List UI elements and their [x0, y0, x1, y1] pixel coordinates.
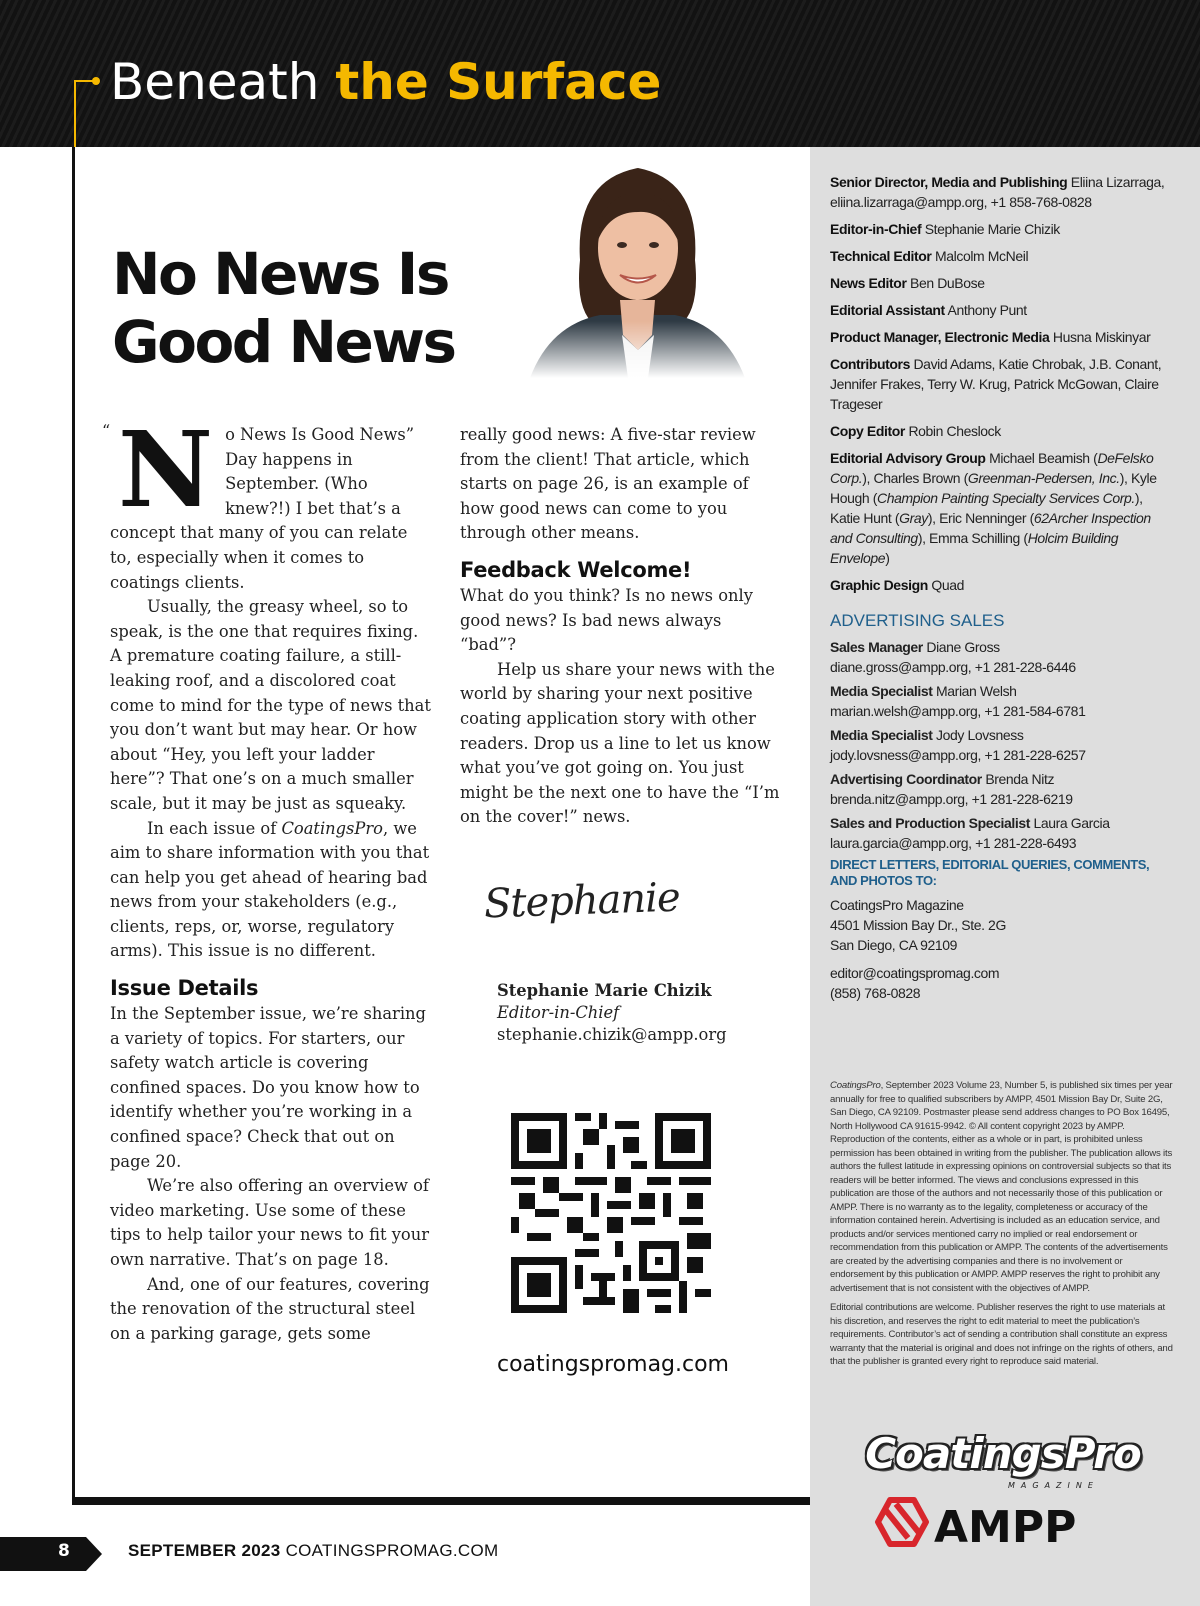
section-title [110, 52, 661, 112]
staff-entry: Senior Director, Media and Publishing Eliina Lizarraga, eliina.lizarraga@ampp.org, +1 858-768-0828 [830, 174, 1165, 210]
article-title: No News Is Good News [112, 240, 455, 376]
magazine-name-italic: CoatingsPro [281, 818, 383, 838]
paragraph-7: really good news: A five-star review from the client! That article, which starts on page 26, is an example of how good news can come to you through other means. [460, 425, 756, 543]
editor-phone: (858) 768-0828 [830, 985, 921, 1001]
editor-email[interactable]: editor@coatingspromag.com [830, 965, 1000, 981]
paragraph-6: And, one of our features, covering the renovation of the structural steel on a parking garage, gets some [110, 1274, 430, 1343]
contact-info [830, 963, 1175, 1003]
legal-paragraph-2: Editorial contributions are welcome. Publisher reserves the right to use materials at his discretion, and reserves the right to edit material to meet the publication’s requirements. Contributor’s act of sending a contribution shall constitute an express warranty that the material is original and does not infringe on the rights of others, and that the publisher is granted every right to reproduce said material. [830, 1302, 1173, 1367]
staff-entry: Copy Editor Robin Cheslock [830, 423, 1001, 439]
coatingspro-logo: CoatingsPro [865, 1429, 1141, 1478]
ad-staff-entry: Media Specialist Jody Lovsness jody.lovsness@ampp.org, +1 281-228-6257 [830, 727, 1086, 763]
author-portrait [530, 150, 745, 378]
section-title-light: Beneath [110, 53, 336, 111]
author-title: Editor-in-Chief [497, 1003, 620, 1022]
author-name: Stephanie Marie Chizik [497, 981, 712, 1000]
opening-paragraph [102, 408, 432, 595]
paragraph-1: o News Is Good News” Day happens in September. (Who knew?!) I bet that’s a concept that many of you can relate to, especially when it comes to coatings clients. [110, 425, 415, 592]
coatingspro-logo-magazine: MAGAZINE [1008, 1481, 1099, 1490]
mailing-address: CoatingsPro Magazine 4501 Mission Bay Dr., Ste. 2G San Diego, CA 92109 [830, 897, 1006, 953]
staff-entry: Contributors David Adams, Katie Chrobak, J.B. Conant, Jennifer Frakes, Terry W. Krug, Patrick McGowan, Claire Trageser [830, 356, 1162, 412]
paragraph-9: Help us share your news with the world by sharing your next positive coating application story with other readers. Drop us a line to let us know what you’ve got going on. You just might be the next one to have the “I’m on the cover!” news. [460, 659, 780, 827]
frame-rule-vertical [72, 147, 75, 1505]
author-block [497, 980, 727, 1046]
legal-notice [830, 1079, 1175, 1375]
staff-entry: Editorial Assistant Anthony Punt [830, 302, 1027, 318]
page-number: 8 [58, 1541, 70, 1561]
ad-staff-entry: Sales Manager Diane Gross diane.gross@ampp.org, +1 281-228-6446 [830, 639, 1076, 675]
ad-staff-entry: Advertising Coordinator Brenda Nitz brenda.nitz@ampp.org, +1 281-228-6219 [830, 771, 1073, 807]
subhead-feedback: Feedback Welcome! [460, 557, 692, 582]
page-number-badge [0, 1537, 102, 1571]
header-accent-vertical [74, 80, 76, 147]
staff-entry: Graphic Design Quad [830, 577, 965, 593]
staff-entry: News Editor Ben DuBose [830, 275, 985, 291]
qr-code[interactable] [511, 1113, 711, 1313]
paragraph-4: In the September issue, we’re sharing a variety of topics. For starters, our safety watch article is covering confined spaces. Do you know how to identify whether you’re working in a confined space? Check that out on page 20. [110, 1004, 426, 1171]
footer-site: COATINGSPROMAG.COM [280, 1541, 499, 1560]
handwritten-signature: Stephanie [483, 874, 681, 928]
subhead-issue-details: Issue Details [110, 976, 259, 1001]
paragraph-5: We’re also offering an overview of video marketing. Use some of these tips to help tailor your news to fit your own narrative. That’s on page 18. [110, 1176, 429, 1269]
masthead-sidebar [810, 147, 1200, 1606]
article-column-left [102, 408, 432, 1346]
direct-letters-heading: DIRECT LETTERS, EDITORIAL QUERIES, COMMENTS, AND PHOTOS TO: [830, 857, 1150, 888]
ampp-logo [860, 1492, 1130, 1562]
masthead-staff-list [830, 172, 1175, 1003]
header-accent-dot [92, 77, 100, 85]
staff-entry: Product Manager, Electronic Media Husna Miskinyar [830, 329, 1151, 345]
paragraph-2: Usually, the greasy wheel, so to speak, is the one that requires fixing. A premature coating failure, a still-leaking roof, and a discolored coat come to mind for the type of news that you don’t want but may hear. Or how about “Hey, you left your ladder here”? That one’s on a much smaller scale, but it may be just as squeaky. [110, 597, 431, 813]
qr-caption-url[interactable]: coatingspromag.com [497, 1352, 729, 1377]
frame-rule-horizontal [72, 1497, 810, 1505]
staff-entry: Technical Editor Malcolm McNeil [830, 248, 1029, 264]
staff-entry: Editor-in-Chief Stephanie Marie Chizik [830, 221, 1060, 237]
footer-issue: SEPTEMBER 2023 [128, 1541, 281, 1560]
ad-staff-entry: Sales and Production Specialist Laura Garcia laura.garcia@ampp.org, +1 281-228-6493 [830, 815, 1110, 851]
drop-cap: N [118, 408, 214, 531]
article-column-middle [460, 423, 780, 830]
paragraph-3: In each issue of CoatingsPro, we aim to share information with you that can help you get ahead of hearing bad news from your stakeholders (e.g., clients, reps, or, worse, regulatory arms). This issue is no different. [110, 818, 430, 961]
author-email[interactable]: stephanie.chizik@ampp.org [497, 1025, 727, 1044]
advisory-group-entry: Editorial Advisory Group Michael Beamish (DeFelsko Corp.), Charles Brown (Greenman-Pedersen, Inc.), Kyle Hough (Champion Painting Specialty Services Corp.), Katie Hunt (Gray), Eric Nenninger (62Archer Inspection and Consulting), Emma Schilling (Holcim Building Envelope) [830, 450, 1157, 566]
legal-paragraph-1: CoatingsPro, September 2023 Volume 23, Number 5, is published six times per year annually for free to qualified subscribers by AMPP, 4501 Mission Bay Dr, Suite 2G, San Diego, CA 92109. Postmaster please send address changes to PO Box 16495, North Hollywood CA 91615-9942. © All content copyright 2023 by AMPP. Reproduction of the contents, either as a whole or in part, is prohibited unless permission has been obtained in writing from the publisher. The publication allows its authors the fullest latitude in expressing opinions on controversial subjects so that its readers will be better informed. The views and conclusions expressed in this publication are those of the authors and not necessarily those of this publication or AMPP. There is no warranty as to the legality, completeness or accuracy of the information contained herein. Advertising is included as an education service, and products and/or services mentioned carry no implied or real endorsement or recommendation from this publication or AMPP. The contents of the advertisements are created by the advertising companies and there is no involvement or endorsement by this publication or AMPP. AMPP reserves the right to prohibit any advertisement that is not consistent with the objectives of AMPP. [830, 1080, 1173, 1294]
svg-text:AMPP: AMPP [934, 1502, 1077, 1553]
advertising-sales-heading: ADVERTISING SALES [830, 611, 1005, 630]
paragraph-8: What do you think? Is no news only good news? Is bad news always “bad”? [460, 585, 753, 655]
section-title-bold: the Surface [335, 53, 662, 111]
opening-quote-mark: “ [102, 421, 111, 440]
footer-issue-line [128, 1541, 498, 1561]
ad-staff-entry: Media Specialist Marian Welsh marian.welsh@ampp.org, +1 281-584-6781 [830, 683, 1086, 719]
